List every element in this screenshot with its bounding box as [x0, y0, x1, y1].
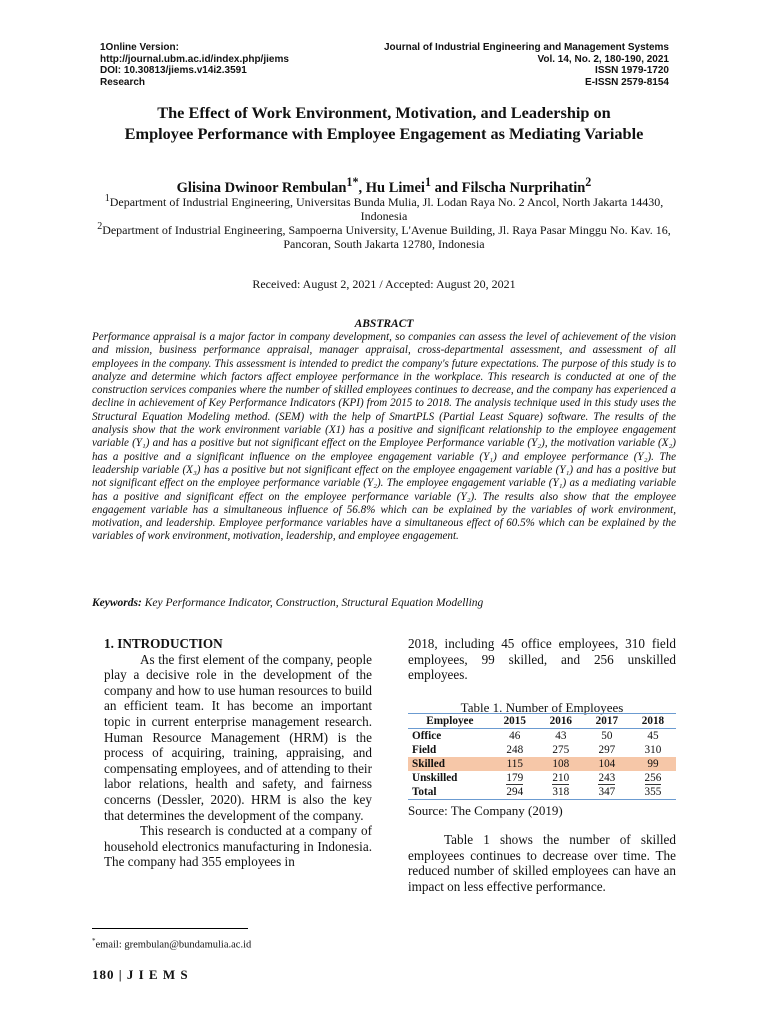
footnote-divider [92, 928, 248, 929]
header-right [384, 42, 669, 88]
received-dates: Received: August 2, 2021 / Accepted: August 20, 2021 [252, 277, 516, 291]
paper-title [80, 102, 688, 144]
journal-name: Journal of Industrial Engineering and Management Systems [383, 42, 669, 53]
intro-right-column [408, 636, 676, 683]
table-cell [630, 771, 676, 785]
table-cell [584, 771, 630, 785]
table-cell: 104 [584, 757, 630, 771]
volume-info: Vol. 14, No. 2, 180-190, 2021 [537, 53, 669, 65]
intro-paragraph-4: Table 1 shows the number of skilled employees continues to decrease over time. The reduced number of skilled employees can have an impact on less effective performance. [408, 832, 676, 894]
table-cell: 318 [538, 785, 584, 800]
header-left [100, 42, 289, 88]
table-cell: 108 [538, 757, 584, 771]
row-label: Unskilled [412, 772, 458, 784]
title-line-1: The Effect of Work Environment, Motivation, and Leadership on [157, 103, 611, 122]
footnote-marker: * [92, 937, 96, 945]
cell-value: 210 [552, 772, 570, 784]
intro-paragraph-3: 2018, including 45 office employees, 310 field employees, 99 skilled, and 256 unskilled employees. [408, 636, 676, 683]
author-2: , Hu Limei [358, 179, 425, 196]
table-cell: 45 [647, 730, 659, 742]
col-header-2016: 2016 [538, 714, 584, 729]
intro-paragraph-2: This research is conducted at a company of household electronics manufacturing in Indonesia. The company had 355 employees in [104, 823, 372, 870]
affiliation-2 [90, 220, 678, 251]
cell-value: 243 [598, 772, 616, 784]
affiliation-2-sup: 2 [97, 221, 103, 232]
table-cell: 115 [492, 757, 538, 771]
table-cell: 275 [552, 744, 570, 756]
row-label: Skilled [408, 757, 492, 771]
affiliation-2-text: Department of Industrial Engineering, Sampoerna University, L'Avenue Building, Jl. Raya Pasar Minggu No. Kav. 16, Pancoran, South Jakarta 12780, Indonesia [102, 223, 671, 251]
table-caption: Table 1. Number of Employees [460, 700, 624, 715]
employee-table [408, 713, 676, 800]
table-cell [492, 771, 538, 785]
row-label: Office [412, 730, 442, 742]
author-1: Glisina Dwinoor Rembulan [176, 179, 347, 196]
cell-value: 256 [644, 772, 662, 784]
doi-text: DOI: 10.30813/jiems.v14i2.3591 [100, 65, 247, 76]
table-row-field [408, 743, 676, 757]
e-issn: E-ISSN 2579-8154 [585, 76, 669, 88]
online-version-label: 1Online Version: [100, 42, 179, 53]
table-source: Source: The Company (2019) [408, 803, 563, 818]
table-header-row [408, 714, 676, 729]
table-row-skilled [408, 757, 676, 771]
table-row-unskilled [408, 771, 676, 785]
table-cell: 310 [644, 744, 662, 756]
author-3: and Filscha Nurprihatin [431, 179, 586, 196]
article-type: Research [100, 76, 146, 88]
table-cell: 46 [509, 730, 521, 742]
row-label: Field [412, 744, 437, 756]
issn: ISSN 1979-1720 [595, 65, 669, 76]
col-header-employee: Employee [408, 714, 492, 729]
col-header-2015: 2015 [492, 714, 538, 729]
table-cell: 294 [492, 785, 538, 800]
section-heading-introduction: 1. INTRODUCTION [104, 636, 223, 651]
intro-left-column [104, 636, 372, 870]
table-cell [538, 771, 584, 785]
table-row-total [408, 785, 676, 800]
table-cell: 355 [630, 785, 676, 800]
affiliation-1 [90, 192, 678, 223]
table-cell: 99 [630, 757, 676, 771]
table-row-office [408, 729, 676, 744]
table-cell: 43 [555, 730, 567, 742]
table-cell: 297 [598, 744, 616, 756]
author-3-sup: 2 [585, 175, 592, 189]
keywords [92, 597, 676, 609]
footnote [92, 937, 251, 951]
journal-url[interactable]: http://journal.ubm.ac.id/index.php/jiems [100, 53, 289, 65]
author-2-sup: 1 [424, 175, 431, 189]
keywords-text: Key Performance Indicator, Construction, Structural Equation Modelling [141, 597, 484, 609]
abstract-heading: ABSTRACT [354, 318, 414, 330]
page-footer: 180 | J I E M S [92, 967, 189, 982]
title-line-2: Employee Performance with Employee Engagement as Mediating Variable [124, 124, 644, 143]
table-cell: 347 [584, 785, 630, 800]
affiliation-1-text: Department of Industrial Engineering, Universitas Bunda Mulia, Jl. Lodan Raya No. 2 Ancol, North Jakarta 14430, Indonesia [109, 195, 664, 223]
intro-paragraph-1: As the first element of the company, people play a decisive role in the development of the company and how to use human resources to build an efficient team. It has become an important topic in current enterprise management research. Human Resource Management (HRM) is the process of acquiring, training, appraising, and compensating employees, and of attending to their labor relations, health and safety, and fairness concerns (Dessler, 2020). HRM is also the key that determines the development of the company. [104, 651, 372, 823]
footnote-email[interactable]: email: grembulan@bundamulia.ac.id [95, 939, 252, 951]
col-header-2018: 2018 [630, 714, 676, 729]
keywords-label: Keywords: [92, 597, 142, 609]
table-cell: 50 [601, 730, 613, 742]
affiliation-1-sup: 1 [104, 193, 110, 204]
row-label: Total [408, 785, 492, 800]
author-1-sup: 1* [346, 175, 359, 189]
cell-value: 179 [506, 772, 524, 784]
table-cell: 248 [506, 744, 524, 756]
abstract-text: Performance appraisal is a major factor in company development, so companies can assess the level of achievement of the vision and mission, business performance appraisal, manager appraisal, cross-departmental assessment, and assessment of all employees in the company. This assessment is intended to predict the company's future expectations. The purpose of this study is to analyze and determine which factors affect employee performance in the workplace. This research is conducted at one of the construction services companies where the number of skilled employees continues to decrease, and the company has experienced a decline in achievement of Key Performance Indicators (KPI) from 2015 to 2018. The analysis technique used in this study uses the Structural Equation Modeling method. (SEM) with the help of SmartPLS (Partial Least Square) software. The results of the analysis show that the work environment variable (X1) has a positive and significant relationship to the employee engagement variable (Y₁) and has a positive but not significant effect on the Employee Performance variable (Y₂), the motivation variable (X₂) has a positive and a significant influence on the employee engagement variable (Y₁) and employee performance (Y₂). The leadership variable (X₃) has a positive but not significant effect on the employee engagement variable (Y₁) and has a positive but not significant effect on the employee performance variable (Y₂). The employee engagement variable (Y₁) as a mediating variable has a positive and significant effect on the employee performance variable (Y₂). The results also show that the employee engagement variable has a simultaneous influence of 56.8% which can be explained by the variables of work environment, motivation, and leadership. Employee performance variables have a simultaneous effect of 60.5% which can be explained by the variables of work environment, motivation, leadership, and employee engagement. [92, 331, 676, 543]
col-header-2017: 2017 [584, 714, 630, 729]
